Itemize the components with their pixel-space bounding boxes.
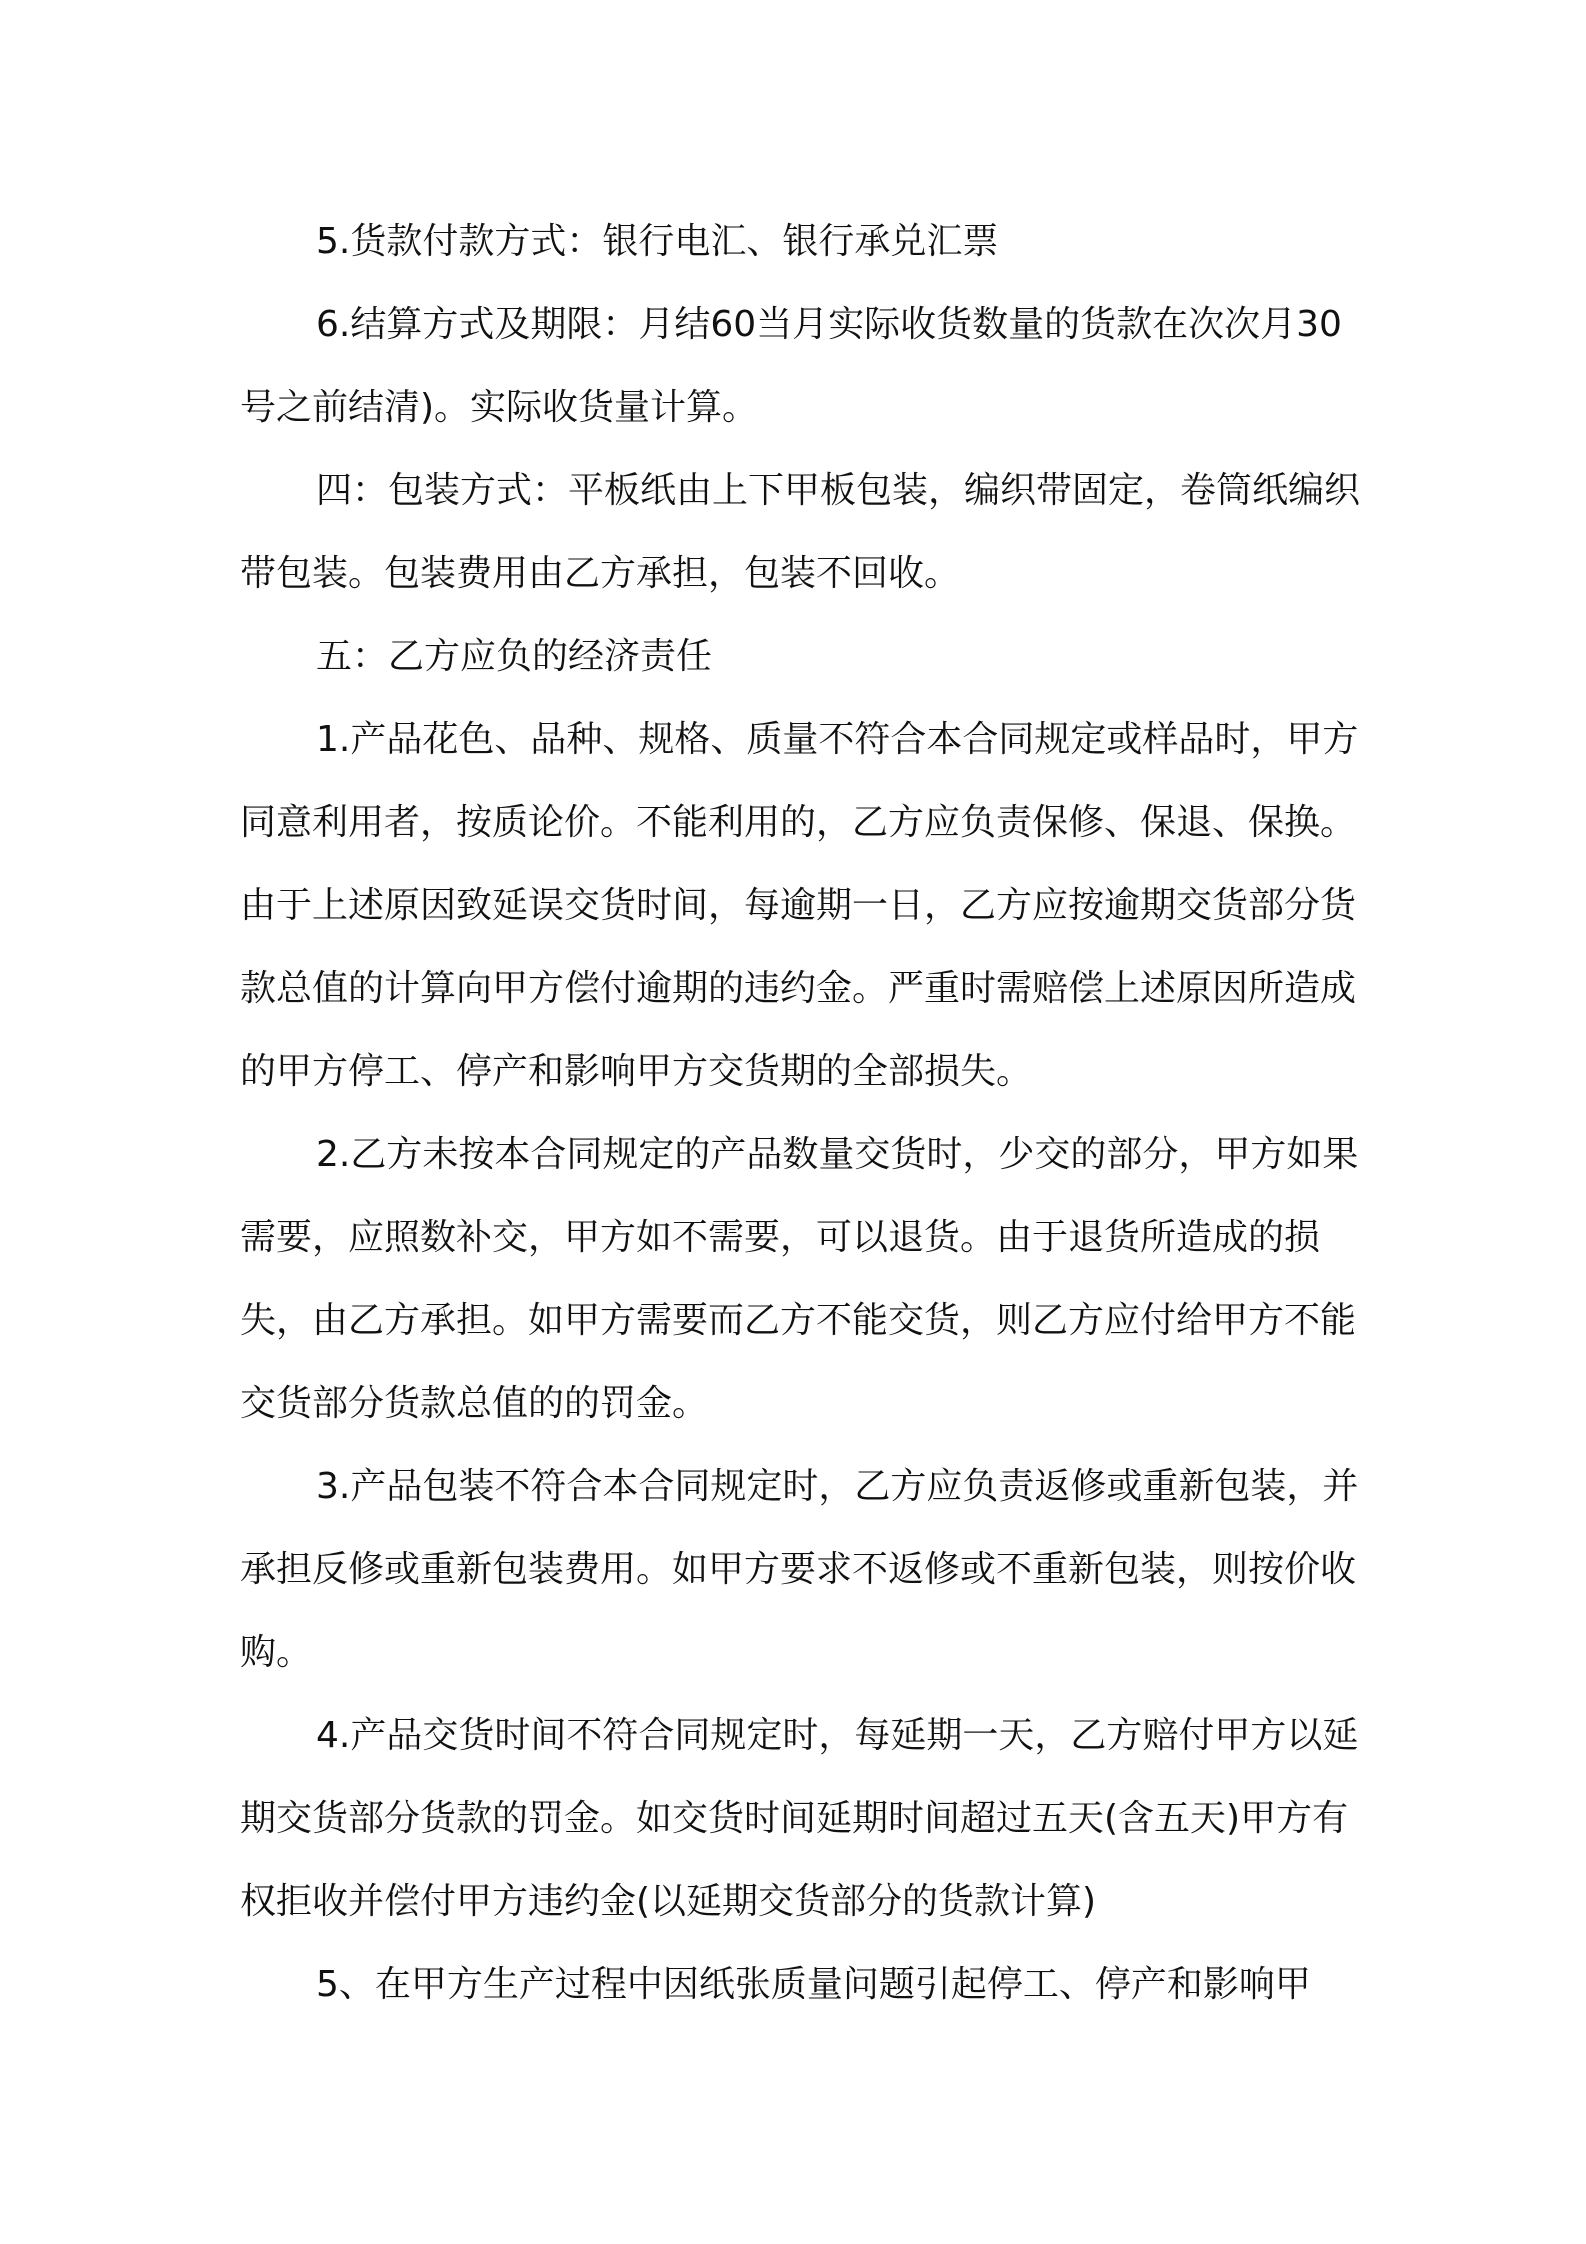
liability-clause-5: 5、在甲方生产过程中因纸张质量问题引起停工、停产和影响甲: [316, 1964, 1311, 2005]
liability-clause-3: 3.产品包装不符合本合同规定时，乙方应负责返修或重新包装，并承担反修或重新包装费用。如甲方要求不返修或不重新包装，则按价收购。: [240, 1466, 1359, 1673]
liability-clause-2: 2.乙方未按本合同规定的产品数量交货时，少交的部分，甲方如果需要，应照数补交，甲方如不需要，可以退货。由于退货所造成的损失，由乙方承担。如甲方需要而乙方不能交货，则乙方应付给甲方不能交货部分货款总值的的罚金。: [240, 1134, 1359, 1424]
payment-method-clause: 5.货款付款方式：银行电汇、银行承兑汇票: [316, 221, 999, 262]
packaging-clause: 四：包装方式：平板纸由上下甲板包装，编织带固定，卷筒纸编织带包装。包装费用由乙方承担，包装不回收。: [240, 470, 1361, 594]
liability-clause-1: 1.产品花色、品种、规格、质量不符合本合同规定或样品时，甲方同意利用者，按质论价。不能利用的，乙方应负责保修、保退、保换。由于上述原因致延误交货时间，每逾期一日，乙方应按逾期交货部分货款总值的计算向甲方偿付逾期的违约金。严重时需赔偿上述原因所造成的甲方停工、停产和影响甲方交货期的全部损失。: [240, 719, 1359, 1092]
liability-clause-4: 4.产品交货时间不符合同规定时，每延期一天，乙方赔付甲方以延期交货部分货款的罚金。如交货时间延期时间超过五天(含五天)甲方有权拒收并偿付甲方违约金(以延期交货部分的货款计算): [240, 1715, 1359, 1922]
document-body: [240, 200, 1360, 2026]
section-heading-liabilities: 五：乙方应负的经济责任: [316, 636, 713, 677]
settlement-terms-clause: 6.结算方式及期限：月结60当月实际收货数量的货款在次次月30号之前结清)。实际收货量计算。: [240, 304, 1342, 428]
